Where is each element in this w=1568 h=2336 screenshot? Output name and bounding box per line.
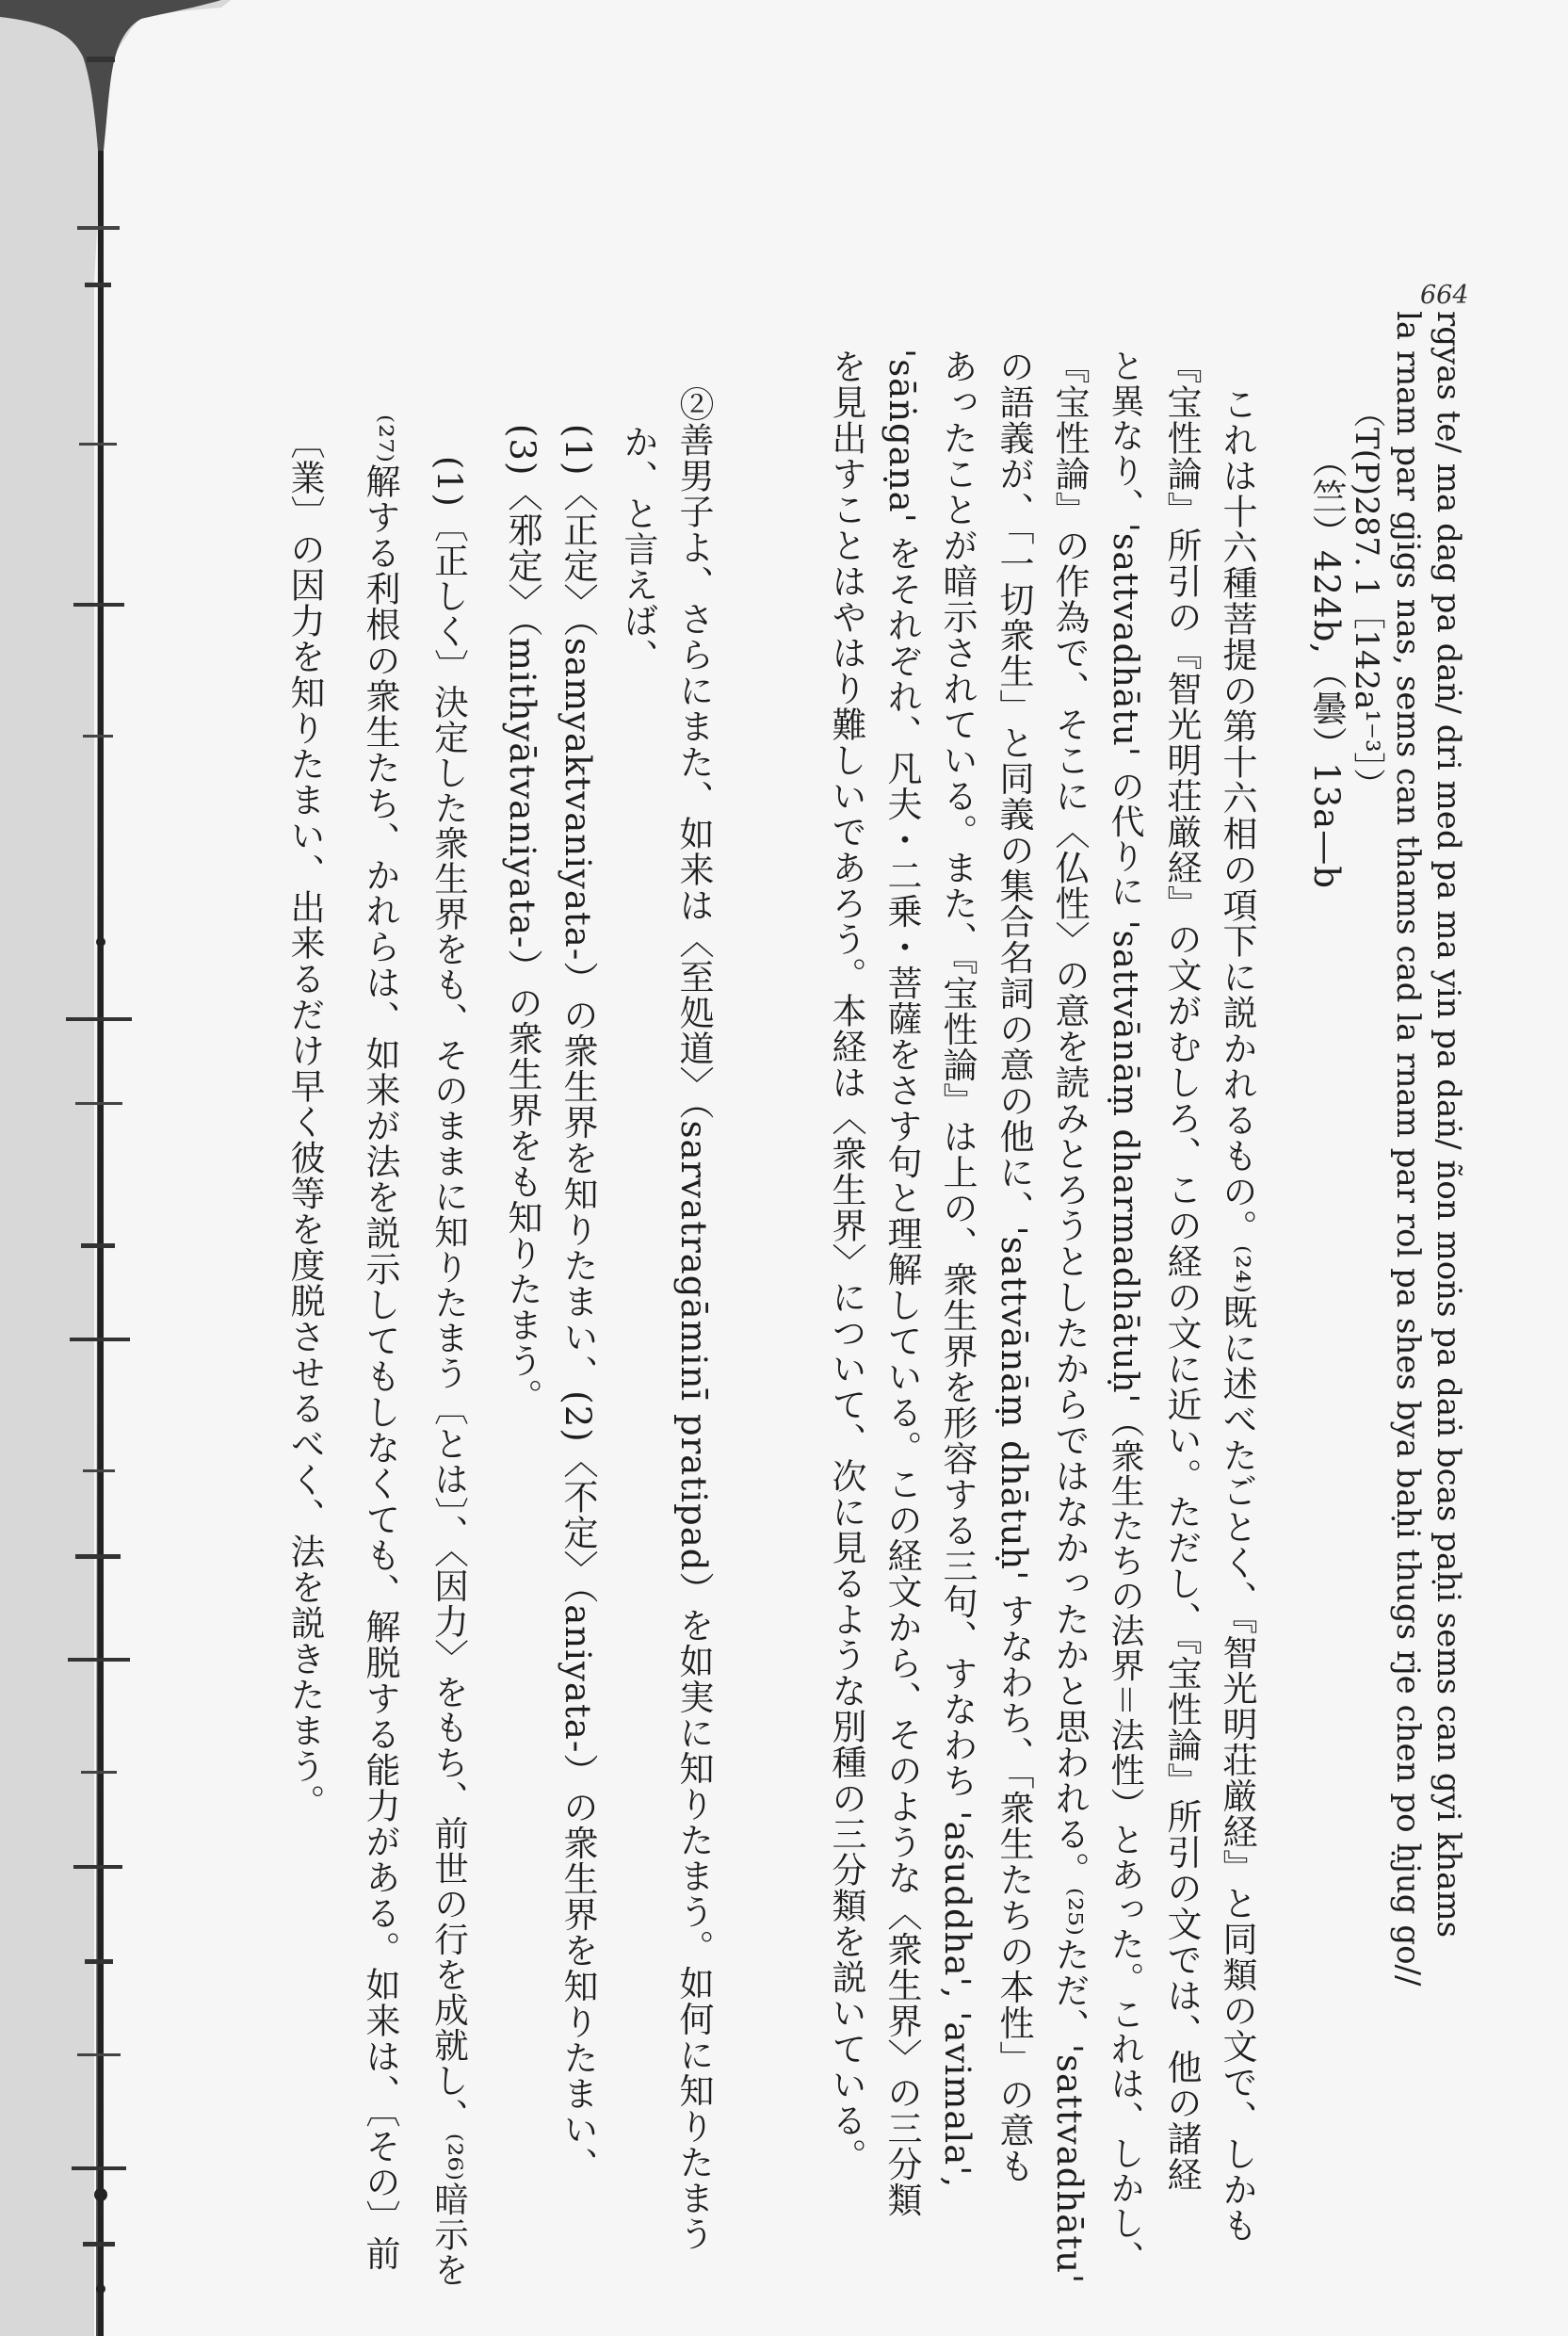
sutra-line-3: (1)〈正定〉（samyaktvaniyata-）の衆生界を知りたまい、(2)〈不定〉（aniyata-）の衆生界を知りたまい、 — [558, 424, 598, 2183]
body-line-1: これは十六種菩提の第十六相の項下に説かれるもの。⁽²⁴⁾既に述べたごとく、『智光明荘厳経』と同類の文で、しかも — [1217, 386, 1257, 2244]
body-line-3: と異なり、'sattvadhātu' の代りに 'sattvānāṃ dharmadhātuḥ'（衆生たちの法界＝法性）とあった。これは、しかし、 — [1106, 349, 1144, 2276]
sutra-line-1: ②善男子よ、さらにまた、如来は〈至処道〉（sarvatragāminī pratipad）を如実に知りたまう。如何に知りたまう — [673, 386, 714, 2252]
page-number: 664 — [1420, 281, 1469, 310]
body-line-8: を見出すことはやはり難しいであろう。本経は〈衆生界〉について、次に見るような別種の三分類を説いている。 — [826, 349, 866, 2174]
tibetan-line-1: rgyas te/ ma dag pa daṅ/ dri med pa ma yin pa daṅ/ ñon moṅs pa daṅ bcas paḥi sems can gyi khams — [1430, 311, 1467, 1939]
citation-line: （竺）424b,（曇）13a—b — [1306, 443, 1347, 889]
sutra-line-5: (1)〔正しく〕決定した衆生界をも、そのままに知りたまう〔とは〕、〈因力〉をもち、前世の行を成就し、⁽²⁶⁾暗示を — [428, 456, 470, 2288]
body-line-7: 'sāṅgaṇa' をそれぞれ、凡夫・二乗・菩薩をさす句と理解している。この経文から、そのような〈衆生界〉の三分類 — [881, 349, 922, 2218]
tibetan-line-2: la rnam par gjigs nas, sems can thams cad la rnam par rol pa shes bya baḥi thugs rje chen po ḥjug go// — [1389, 311, 1427, 1987]
body-line-5: の語義が、「一切衆生」と同義の集合名詞の意の他に、'sattvānāṃ dhātuḥ' すなわち、「衆生たちの本性」の意も — [994, 349, 1034, 2184]
sutra-line-4: (3)〈邪定〉（mithyātvaniyata-）の衆生界をも知りたまう。 — [502, 424, 542, 1415]
sutra-line-6: ⁽²⁷⁾解する利根の衆生たち、かれらは、如来が法を説示してもしなくても、解脱する能力がある。如来は、〔その〕前 — [360, 414, 400, 2272]
body-line-2: 『宝性論』所引の『智光明荘厳経』の文がむしろ、この経の文に近い。ただし、『宝性論』所引の文では、他の諸経 — [1161, 349, 1202, 2193]
body-line-6: あったことが暗示されている。また、『宝性論』は上の、衆生界を形容する三句、すなわち 'aśuddha', 'avimala', — [937, 349, 978, 2189]
tibetan-citation: （T(P)287. 1［142a¹⁻³］） — [1348, 396, 1385, 801]
sutra-line-7: 〔業〕の因力を知りたまい、出来るだけ早く彼等を度脱させるべく、法を説きたまう。 — [284, 424, 325, 1820]
binding-shadow — [0, 0, 231, 2336]
sutra-line-2: か、と言えば、 — [618, 424, 658, 674]
body-line-4: 『宝性論』の作為で、そこに〈仏性〉の意を読みとろうとしたからではなかったかと思われる。⁽²⁵⁾ただ、'sattvadhātu' — [1049, 349, 1090, 2285]
